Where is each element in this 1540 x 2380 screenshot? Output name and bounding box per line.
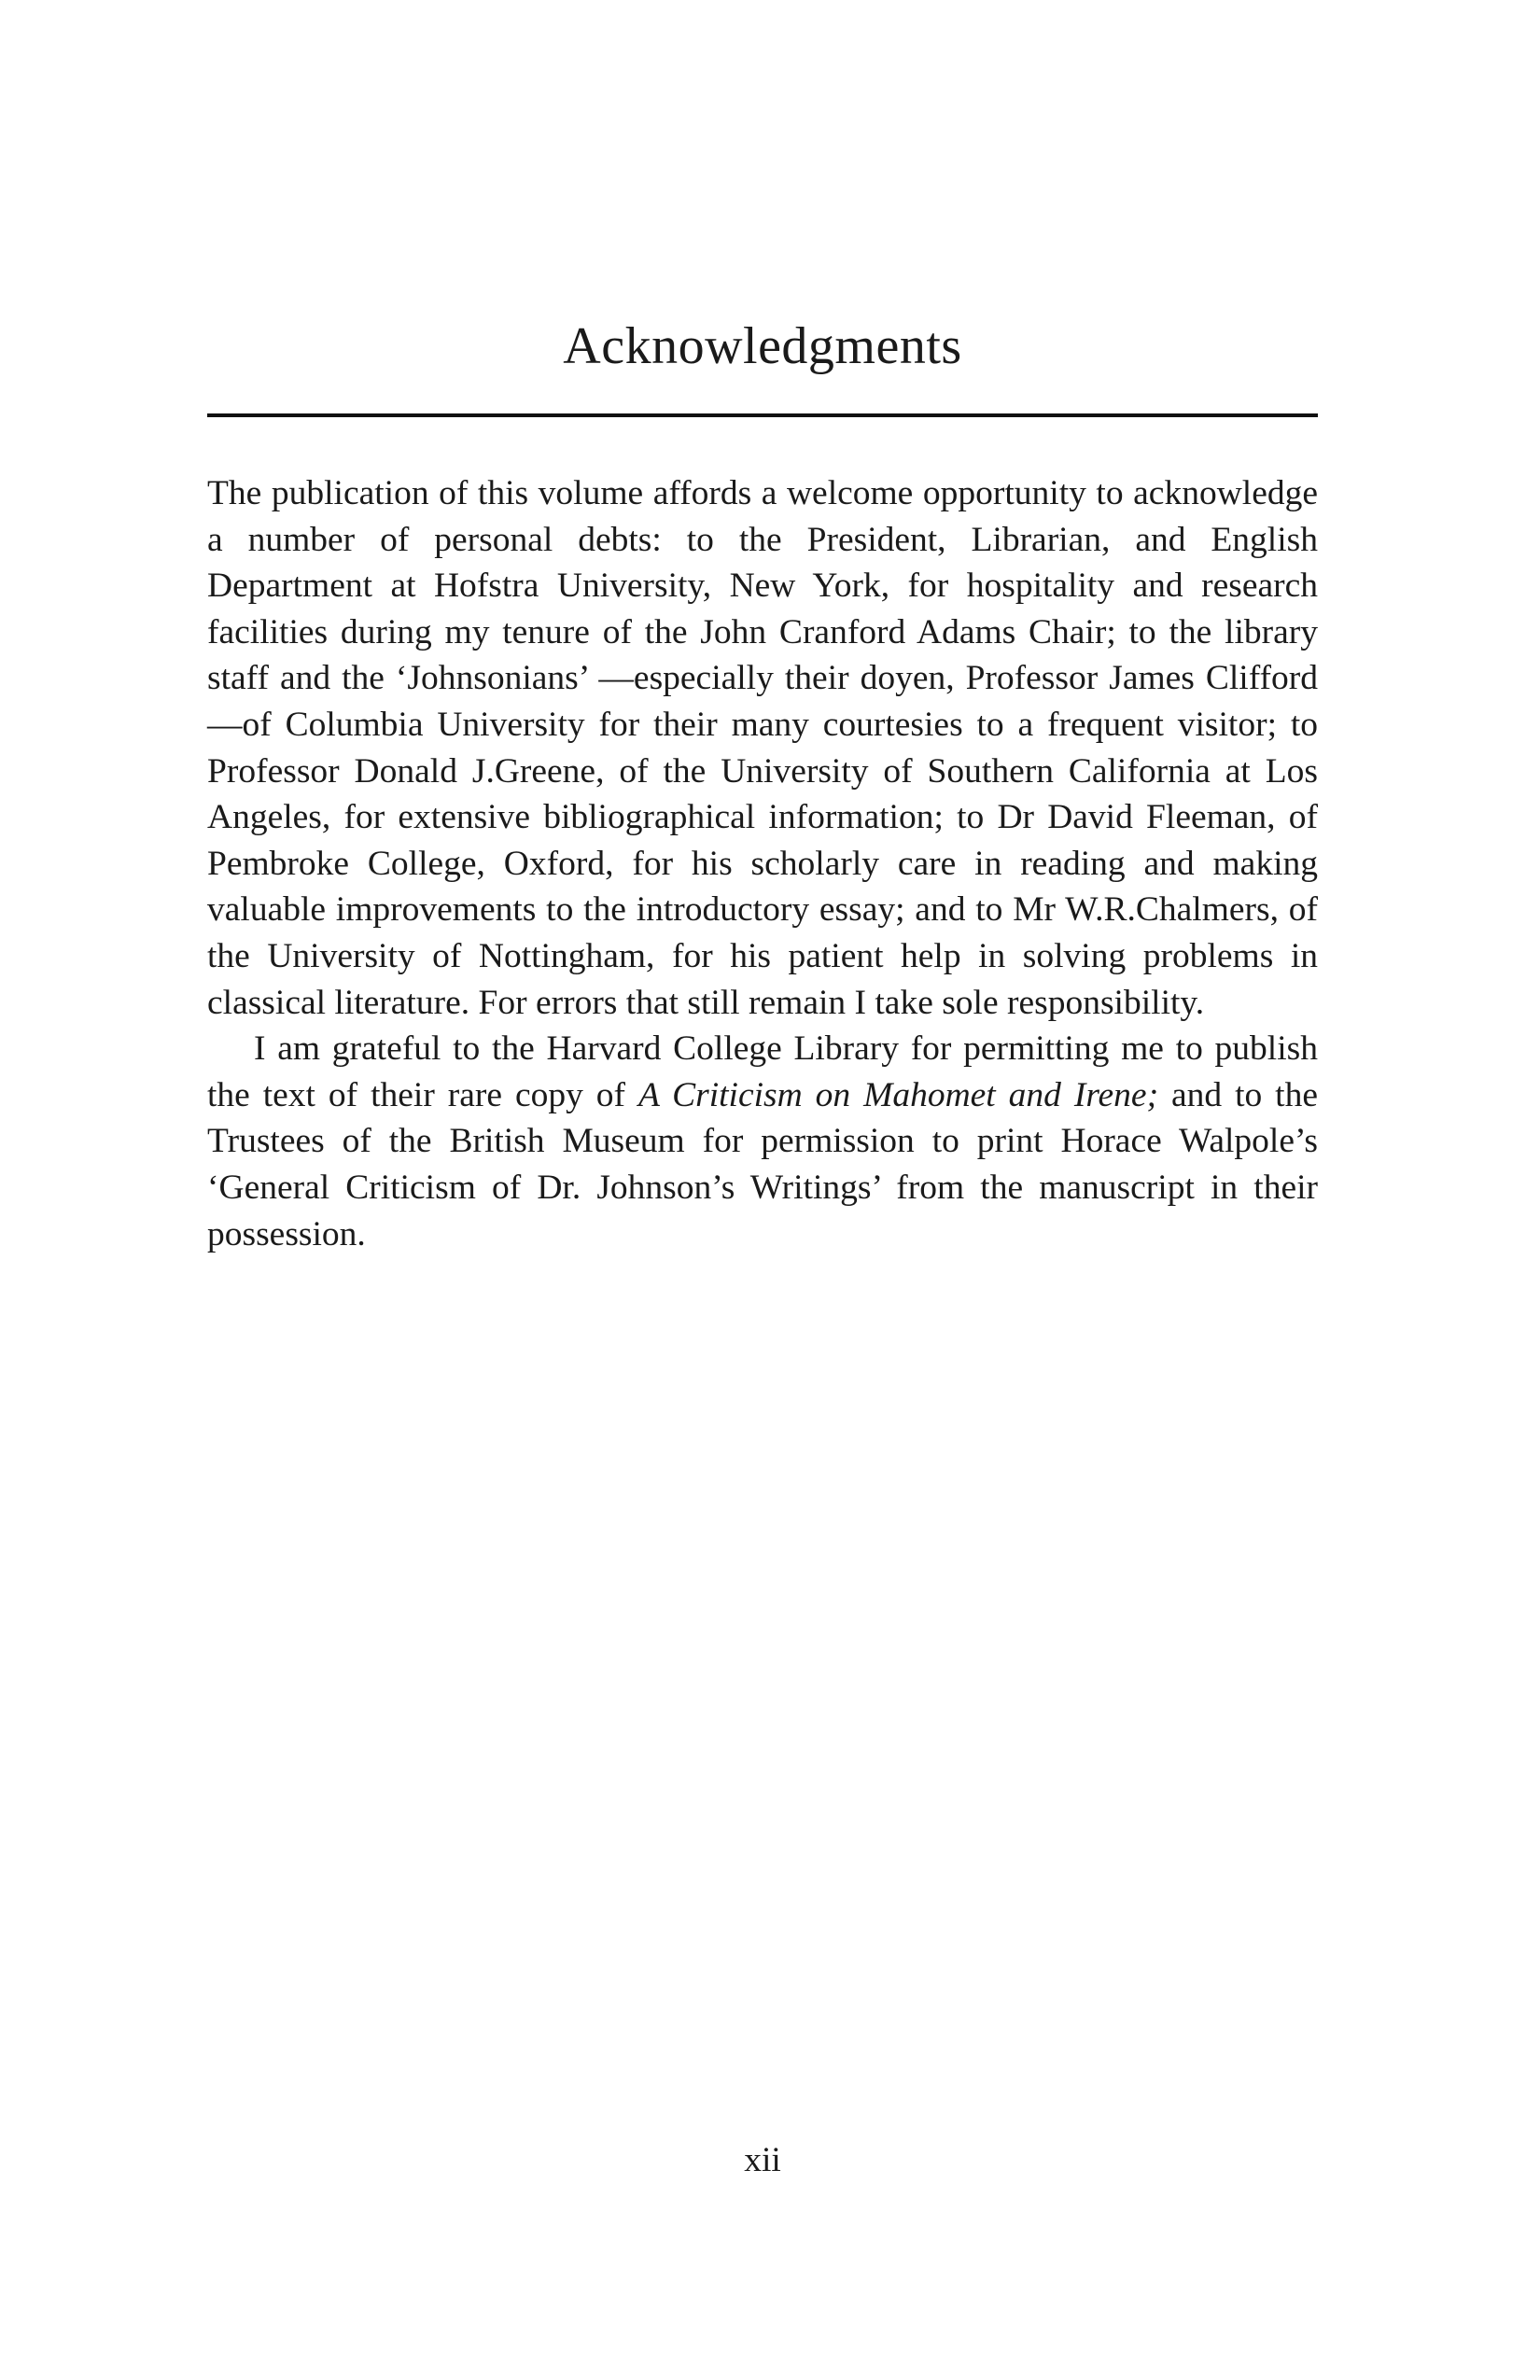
body-text (207, 470, 1318, 1257)
title-rule (207, 413, 1318, 417)
paragraph-1: The publication of this volume affords a welcome opportunity to acknowledge a number of personal debts: to the President, Librarian, and English Department at Hofstra University, New York, for hospitality and research facilities during my tenure of the John Cranford Adams Chair; to the library staff and the ‘Johnsonians’ —especially their doyen, Professor James Clifford—of Columbia University for their many courtesies to a frequent visitor; to Professor Donald J.Greene, of the University of Southern California at Los Angeles, for extensive bibliographical information; to Dr David Fleeman, of Pembroke College, Oxford, for his scholarly care in reading and making valuable improvements to the introductory essay; and to Mr W.R.Chalmers, of the University of Nottingham, for his patient help in solving problems in classical literature. For errors that still remain I take sole responsibility. (207, 474, 1318, 1022)
book-page (207, 0, 1318, 2380)
work-title: A Criticism on Mahomet and Irene; (637, 1075, 1159, 1114)
paragraph-2-lead: I am grateful to the Harvard College Library for permitting me to publish the text of their rare copy of (207, 1029, 1318, 1114)
paragraph-2 (207, 1026, 1318, 1257)
page-number: xii (744, 2141, 781, 2179)
paragraph-2-rest: and to the Trustees of the British Museum for permission to print Horace Walpole’s ‘General Criticism of Dr. Johnson’s Writings’ from the manuscript in their possession. (207, 1075, 1318, 1253)
page-title: Acknowledgments (563, 317, 962, 375)
